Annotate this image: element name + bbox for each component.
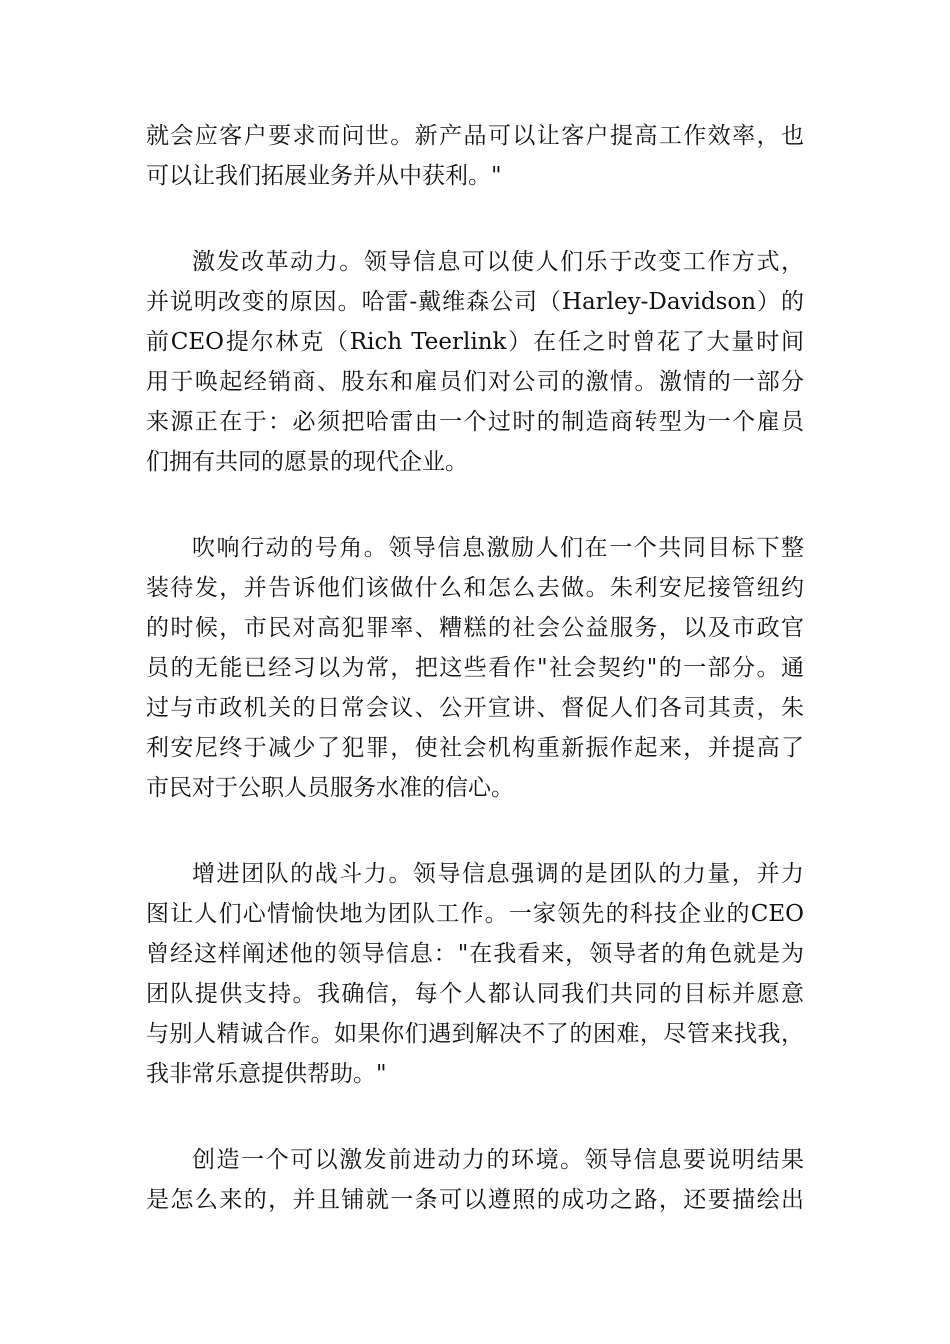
text-line: 前CEO提尔林克（Rich Teerlink）在任之时曾花了大量时间 <box>146 329 804 355</box>
text-line: 图让人们心情愉快地为团队工作。一家领先的科技企业的CEO <box>146 901 804 927</box>
document-body <box>146 116 804 1266</box>
text-line: 我非常乐意提供帮助。" <box>146 1061 387 1087</box>
text-line: 们拥有共同的愿景的现代企业。 <box>146 449 468 475</box>
text-line: 曾经这样阐述他的领导信息："在我看来，领导者的角色就是为 <box>146 941 804 967</box>
text-line: 创造一个可以激发前进动力的环境。领导信息要说明结果 <box>192 1147 804 1173</box>
text-line: 是怎么来的，并且铺就一条可以遵照的成功之路，还要描绘出 <box>146 1187 804 1213</box>
text-line: 来源正在于：必须把哈雷由一个过时的制造商转型为一个雇员 <box>146 409 804 435</box>
text-line: 增进团队的战斗力。领导信息强调的是团队的力量，并力 <box>192 861 804 887</box>
text-line: 用于唤起经销商、股东和雇员们对公司的激情。激情的一部分 <box>146 369 804 395</box>
text-line: 利安尼终于减少了犯罪，使社会机构重新振作起来，并提高了 <box>146 735 804 761</box>
text-line: 激发改革动力。领导信息可以使人们乐于改变工作方式， <box>192 249 804 275</box>
text-line: 过与市政机关的日常会议、公开宣讲、督促人们各司其责，朱 <box>146 695 804 721</box>
text-line: 与别人精诚合作。如果你们遇到解决不了的困难，尽管来找我， <box>146 1021 804 1047</box>
paragraph-5 <box>146 1140 804 1220</box>
paragraph-4 <box>146 854 804 1094</box>
text-line: 就会应客户要求而问世。新产品可以让客户提高工作效率，也 <box>146 123 804 149</box>
text-line: 装待发，并告诉他们该做什么和怎么去做。朱利安尼接管纽约 <box>146 575 804 601</box>
paragraph-1 <box>146 116 804 196</box>
paragraph-2 <box>146 242 804 482</box>
text-line: 市民对于公职人员服务水准的信心。 <box>146 775 514 801</box>
text-line: 并说明改变的原因。哈雷-戴维森公司（Harley-Davidson）的 <box>146 289 804 315</box>
text-line: 可以让我们拓展业务并从中获利。" <box>146 163 502 189</box>
text-line: 团队提供支持。我确信，每个人都认同我们共同的目标并愿意 <box>146 981 804 1007</box>
text-line: 员的无能已经习以为常，把这些看作"社会契约"的一部分。通 <box>146 655 804 681</box>
text-line: 吹响行动的号角。领导信息激励人们在一个共同目标下整 <box>192 535 804 561</box>
paragraph-3 <box>146 528 804 808</box>
text-line: 的时候，市民对高犯罪率、糟糕的社会公益服务，以及市政官 <box>146 615 804 641</box>
